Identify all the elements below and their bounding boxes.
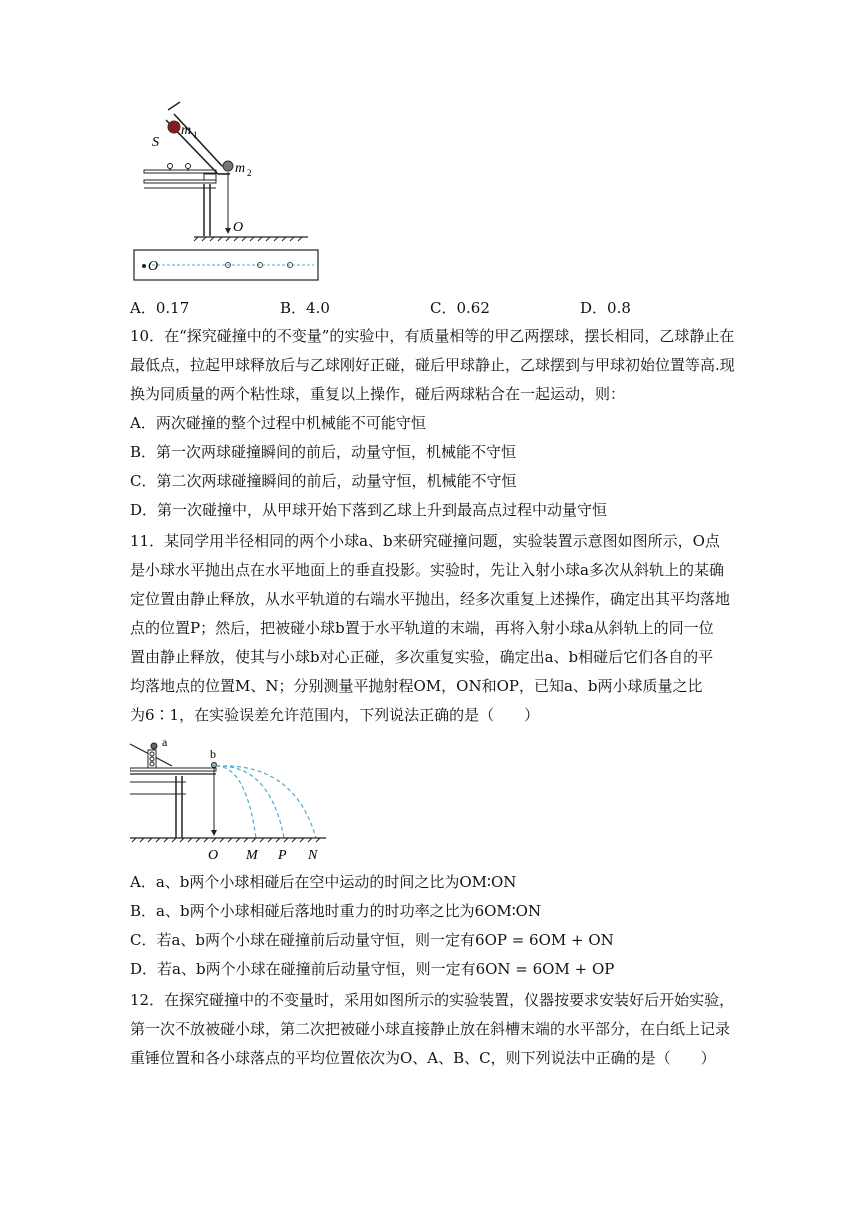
q11-stem-line-4: 点的位置P；然后，把被碰小球b置于水平轨道的末端，再将入射小球a从斜轨上的同一位 bbox=[130, 619, 714, 637]
q11-stem-line-2: 是小球水平抛出点在水平地面上的垂直投影。实验时，先让入射小球a多次从斜轨上的某确 bbox=[130, 561, 724, 579]
label-m1: m bbox=[181, 123, 192, 138]
label-a: a bbox=[162, 736, 168, 749]
q9-option-b: B．4.0 bbox=[280, 299, 330, 317]
label-m1-sub: 1 bbox=[193, 130, 198, 140]
label-s: S bbox=[152, 135, 159, 150]
q11-stem-line-6: 均落地点的位置M、N；分别测量平抛射程OM，ON和OP，已知a、b两小球质量之比 bbox=[130, 677, 703, 695]
ball-m2 bbox=[223, 161, 233, 171]
label-p: P bbox=[278, 848, 287, 863]
label-o-top: O bbox=[233, 220, 244, 235]
q11-option-a: A．a、b两个小球相碰后在空中运动的时间之比为OM∶ON bbox=[130, 873, 517, 891]
figure-projectile-setup bbox=[130, 736, 330, 864]
q12-stem-line-3: 重锤位置和各小球落点的平均位置依次为O、A、B、C，则下列说法中正确的是（ ） bbox=[130, 1049, 716, 1067]
q10-option-b: B．第一次两球碰撞瞬间的前后，动量守恒，机械能不守恒 bbox=[130, 443, 517, 461]
label-m2: m bbox=[235, 161, 246, 176]
q10-option-a: A．两次碰撞的整个过程中机械能不可能守恒 bbox=[130, 414, 426, 432]
q10-stem-line-2: 最低点，拉起甲球释放后与乙球刚好正碰，碰后甲球静止，乙球摆到与甲球初始位置等高.现 bbox=[130, 356, 735, 374]
q10-option-d: D．第一次碰撞中，从甲球开始下落到乙球上升到最高点过程中动量守恒 bbox=[130, 501, 608, 519]
label-m: M bbox=[246, 848, 258, 863]
q11-option-c: C．若a、b两个小球在碰撞前后动量守恒，则一定有6OP = 6OM + ON bbox=[130, 931, 614, 949]
q9-option-c: C．0.62 bbox=[430, 299, 490, 317]
q9-option-a: A．0.17 bbox=[130, 299, 190, 317]
q10-stem-line-1: 10．在“探究碰撞中的不变量”的实验中，有质量相等的甲乙两摆球，摆长相同，乙球静止在 bbox=[130, 327, 735, 345]
q9-option-d: D．0.8 bbox=[580, 299, 631, 317]
q11-option-b: B．a、b两个小球相碰后落地时重力的时功率之比为6OM∶ON bbox=[130, 902, 542, 920]
figure-pendulum-track bbox=[130, 100, 330, 290]
q9-options bbox=[0, 297, 860, 317]
label-b: b bbox=[210, 747, 216, 761]
label-n: N bbox=[308, 848, 318, 863]
q10-stem-line-3: 换为同质量的两个粘性球，重复以上操作，碰后两球粘合在一起运动，则： bbox=[130, 385, 626, 403]
q11-stem-line-1: 11．某同学用半径相同的两个小球a、b来研究碰撞问题，实验装置示意图如图所示，O点 bbox=[130, 532, 720, 550]
ball-m1 bbox=[168, 121, 180, 133]
q11-stem-line-5: 置由静止释放，使其与小球b对心正碰，多次重复实验，确定出a、b相碰后它们各自的平 bbox=[130, 648, 714, 666]
q12-stem-line-1: 12．在探究碰撞中的不变量时，采用如图所示的实验装置，仪器按要求安装好后开始实验， bbox=[130, 991, 735, 1009]
q11-stem-line-7: 为6∶1，在实验误差允许范围内，下列说法正确的是（ ） bbox=[130, 706, 540, 724]
label-o: O bbox=[208, 848, 219, 863]
label-m2-sub: 2 bbox=[247, 168, 252, 178]
q11-option-d: D．若a、b两个小球在碰撞前后动量守恒，则一定有6ON = 6OM + OP bbox=[130, 960, 615, 978]
label-o-strip: O bbox=[148, 259, 159, 274]
q10-option-c: C．第二次两球碰撞瞬间的前后，动量守恒，机械能不守恒 bbox=[130, 472, 517, 490]
q12-stem-line-2: 第一次不放被碰小球，第二次把被碰小球直接静止放在斜槽末端的水平部分，在白纸上记录 bbox=[130, 1020, 731, 1038]
q11-stem-line-3: 定位置由静止释放，从水平轨道的右端水平抛出，经多次重复上述操作，确定出其平均落地 bbox=[130, 590, 731, 608]
